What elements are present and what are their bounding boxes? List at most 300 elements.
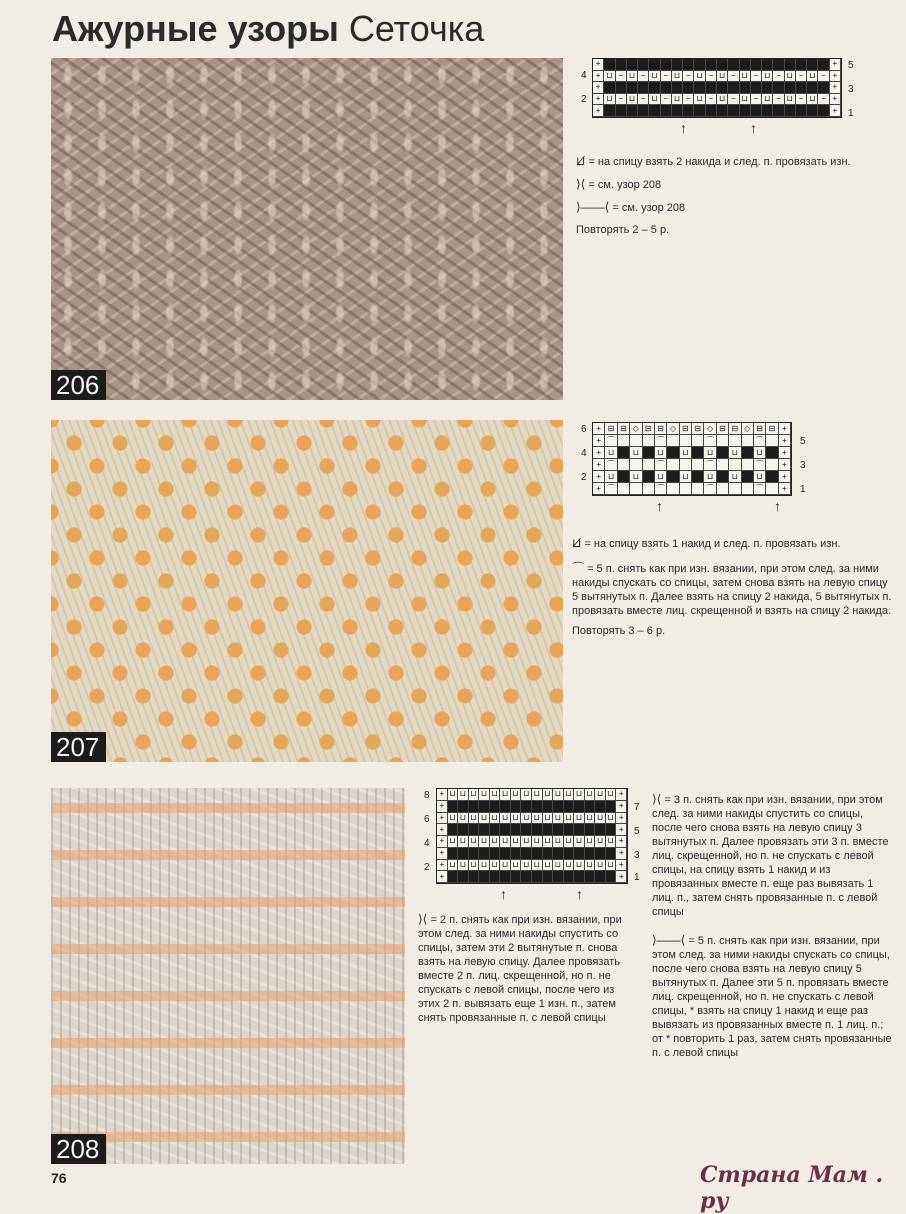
chart-cell <box>661 105 672 117</box>
arc-5-stitch-icon: ⌒ <box>572 561 585 575</box>
chart-cell <box>766 459 778 471</box>
chart-cell <box>479 801 490 813</box>
chart-cell <box>818 105 829 117</box>
chart-cell: ◇ <box>667 423 679 435</box>
chart-cell <box>553 848 564 860</box>
chart-cell: ⊔ <box>606 813 617 825</box>
chart-cell <box>762 59 773 71</box>
chart-cell: ⊔ <box>448 860 459 872</box>
chart-cell <box>630 483 642 495</box>
repeat-arrow: ↑ <box>576 886 583 902</box>
chart-cell: ⊔ <box>479 860 490 872</box>
chart-cell: − <box>683 94 694 106</box>
chart-cell <box>683 59 694 71</box>
chart-cell: ⊟ <box>618 423 630 435</box>
row-label: 5 <box>800 436 806 447</box>
chart-cell: + <box>593 59 604 71</box>
chart-cell: ⊔ <box>553 789 564 801</box>
legend-text: = 5 п. снять как при изн. вязании, при этом след. за ними накиды спускать со спицы, после чего снова взять на левую спицу 5 вытянутых п. Далее эти 5 п. провязать вместе лиц. скрещенной, но п. не спускать с левой спицы, * взять на спицу 1 накид и еще раз вывязать из провязанных вместе п. 1 лиц. п.; от * повторить 1 раз, затем снять провязанные п. с левой спицы <box>652 935 892 1059</box>
chart-cell <box>742 435 754 447</box>
chart-cell <box>729 459 741 471</box>
chart-cell: ⌒ <box>754 459 766 471</box>
chart-cell <box>773 105 784 117</box>
chart-cell: ⊔ <box>762 94 773 106</box>
row-label: 2 <box>581 472 587 483</box>
chart-cell: ⊔ <box>574 813 585 825</box>
repeat-arrow: ↑ <box>750 120 757 136</box>
legend-item <box>576 154 886 169</box>
repeat-note: Повторять 2 – 5 р. <box>576 224 670 236</box>
chart-cell: ⊔ <box>490 836 501 848</box>
chart-cell: ⊔ <box>469 789 480 801</box>
chart-cell: ⊔ <box>627 71 638 83</box>
chart-cell <box>661 82 672 94</box>
chart-cell <box>511 801 522 813</box>
chart-cell <box>766 447 778 459</box>
chart-cell: ⊔ <box>521 836 532 848</box>
chart-cell <box>532 848 543 860</box>
chart-cell <box>638 82 649 94</box>
row-label: 5 <box>848 60 854 71</box>
chart-cell: ⊔ <box>604 94 615 106</box>
chart-cell <box>618 447 630 459</box>
legend-item <box>576 200 886 215</box>
chart-cell <box>717 459 729 471</box>
chart-207 <box>578 422 818 522</box>
row-label: 8 <box>424 790 430 801</box>
chart-cell <box>543 824 554 836</box>
yarn-over-purl-icon: ⊔̸ <box>572 536 582 550</box>
chart-cell: ⌒ <box>704 435 716 447</box>
chart-cell: ⊔ <box>606 836 617 848</box>
chart-cell <box>490 871 501 883</box>
chart-cell: ⊔ <box>694 94 705 106</box>
chart-cell: + <box>830 94 841 106</box>
chart-cell <box>574 848 585 860</box>
chart-cell: + <box>616 860 627 872</box>
chart-cell <box>692 459 704 471</box>
chart-cell <box>728 82 739 94</box>
chart-cell: ⊔ <box>532 860 543 872</box>
legend-text: = см. узор 208 <box>588 179 662 191</box>
chart-cell: − <box>818 71 829 83</box>
chart-cell: + <box>437 824 448 836</box>
chart-cell <box>458 824 469 836</box>
legend-text: = 5 п. снять как при изн. вязании, при этом след. за ними накиды спускать со спицы, затем снова взять на левую спицу 5 вытянутых п. Далее взять на спицу 2 накида, 5 вытянутых п. провязать вместе лиц. скрещенной и взять на спицу 2 накида. <box>572 563 892 617</box>
chart-cell <box>692 435 704 447</box>
row-label: 3 <box>634 850 640 861</box>
chart-cell: ⊟ <box>643 423 655 435</box>
chart-cell: + <box>830 105 841 117</box>
chart-cell: ⊔ <box>785 71 796 83</box>
chart-cell <box>543 848 554 860</box>
chart-cell <box>751 105 762 117</box>
chart-cell: ⊟ <box>692 423 704 435</box>
chart-grid-206 <box>592 58 842 118</box>
chart-cell: ⊔ <box>543 836 554 848</box>
chart-cell: ⊔ <box>553 860 564 872</box>
chart-cell <box>717 483 729 495</box>
chart-cell: − <box>818 94 829 106</box>
chart-grid-208 <box>436 788 628 884</box>
chart-206 <box>578 58 858 148</box>
chart-cell <box>532 871 543 883</box>
chart-cell: − <box>796 71 807 83</box>
chart-cell: ⊔ <box>490 813 501 825</box>
title-bold: Ажурные узоры <box>52 8 339 49</box>
chart-cell <box>564 871 575 883</box>
chart-cell <box>667 459 679 471</box>
chart-cell <box>694 82 705 94</box>
chart-cell: + <box>593 435 605 447</box>
chart-cell: ⊔ <box>469 860 480 872</box>
chart-cell: ⊔ <box>595 789 606 801</box>
chart-cell <box>740 105 751 117</box>
chart-cell: ⊔ <box>469 813 480 825</box>
chart-cell <box>458 848 469 860</box>
chart-cell <box>606 871 617 883</box>
legend-item <box>652 792 894 919</box>
chart-cell <box>740 82 751 94</box>
repeat-arrow: ↑ <box>680 120 687 136</box>
chart-cell <box>469 871 480 883</box>
chart-cell <box>604 59 615 71</box>
chart-cell <box>490 848 501 860</box>
repeat-arrow: ↑ <box>500 886 507 902</box>
legend-206 <box>576 154 886 237</box>
page-number: 76 <box>51 1170 67 1186</box>
chart-cell <box>448 824 459 836</box>
chart-cell: ⌒ <box>605 483 617 495</box>
chart-cell: + <box>779 447 791 459</box>
legend-item <box>418 912 622 1025</box>
legend-207 <box>572 536 892 638</box>
chart-cell: ⌒ <box>605 459 617 471</box>
chart-cell <box>521 801 532 813</box>
chart-cell <box>448 871 459 883</box>
chart-cell: ⊔ <box>511 813 522 825</box>
chart-cell: + <box>616 848 627 860</box>
chart-cell <box>500 824 511 836</box>
chart-cell: ⌒ <box>704 483 716 495</box>
chart-cell <box>618 483 630 495</box>
legend-item <box>652 933 894 1060</box>
chart-cell: ⌒ <box>754 483 766 495</box>
chart-cell <box>532 801 543 813</box>
legend-text: = см. узор 208 <box>612 202 686 214</box>
row-label: 4 <box>581 70 587 81</box>
chart-cell <box>667 435 679 447</box>
chart-cell: ⊔ <box>564 860 575 872</box>
chart-cell: ◇ <box>742 423 754 435</box>
chart-cell <box>574 871 585 883</box>
cross-2-stitch-icon: ⟩⟨ <box>576 177 586 191</box>
chart-cell: + <box>593 471 605 483</box>
repeat-note: Повторять 3 – 6 р. <box>572 625 666 637</box>
chart-cell <box>543 801 554 813</box>
chart-cell <box>717 105 728 117</box>
chart-cell <box>785 105 796 117</box>
chart-cell: ⊔ <box>564 836 575 848</box>
chart-cell <box>574 801 585 813</box>
chart-cell <box>604 105 615 117</box>
chart-cell <box>618 435 630 447</box>
chart-cell <box>585 848 596 860</box>
chart-cell <box>469 801 480 813</box>
chart-cell <box>616 82 627 94</box>
chart-cell <box>740 59 751 71</box>
chart-cell <box>606 801 617 813</box>
title-regular: Сеточка <box>348 8 485 49</box>
chart-cell <box>630 459 642 471</box>
chart-cell <box>667 447 679 459</box>
chart-cell <box>742 471 754 483</box>
chart-cell: ⊔ <box>606 789 617 801</box>
chart-cell: ⊔ <box>694 71 705 83</box>
chart-cell <box>500 848 511 860</box>
chart-cell <box>643 447 655 459</box>
chart-cell <box>511 824 522 836</box>
chart-cell: ⊔ <box>479 789 490 801</box>
row-label: 2 <box>424 862 430 873</box>
chart-cell: ⊔ <box>564 789 575 801</box>
chart-cell <box>694 59 705 71</box>
chart-cell <box>574 824 585 836</box>
chart-cell <box>680 459 692 471</box>
chart-cell <box>479 824 490 836</box>
chart-cell: ⊔ <box>479 836 490 848</box>
chart-cell: + <box>779 423 791 435</box>
chart-cell <box>630 435 642 447</box>
chart-cell <box>532 824 543 836</box>
chart-cell: ⊔ <box>500 813 511 825</box>
row-label: 4 <box>424 838 430 849</box>
chart-cell: ◇ <box>630 423 642 435</box>
chart-cell: ⊔ <box>543 813 554 825</box>
chart-cell: ⊔ <box>717 71 728 83</box>
chart-cell: ⊔ <box>574 836 585 848</box>
legend-item <box>576 177 886 192</box>
chart-cell: ⊔ <box>448 789 459 801</box>
chart-cell <box>742 447 754 459</box>
chart-cell <box>564 848 575 860</box>
chart-cell: ⊔ <box>490 789 501 801</box>
chart-cell: − <box>796 94 807 106</box>
chart-cell <box>742 459 754 471</box>
chart-cell: ⊔ <box>458 789 469 801</box>
chart-cell: + <box>593 447 605 459</box>
chart-cell: + <box>437 836 448 848</box>
chart-cell: + <box>779 471 791 483</box>
cross-5-stitch-icon: ⟩——⟨ <box>576 200 610 214</box>
chart-cell: − <box>728 71 739 83</box>
chart-cell <box>585 824 596 836</box>
chart-cell <box>627 105 638 117</box>
repeat-arrow: ↑ <box>656 498 663 514</box>
row-label: 1 <box>634 872 640 883</box>
chart-cell: − <box>751 94 762 106</box>
chart-cell: ⊔ <box>469 836 480 848</box>
chart-cell <box>458 801 469 813</box>
chart-cell: + <box>616 836 627 848</box>
chart-cell <box>692 447 704 459</box>
chart-cell: + <box>437 801 448 813</box>
chart-cell: ⊔ <box>521 860 532 872</box>
chart-cell: ⊔ <box>585 789 596 801</box>
chart-cell: + <box>616 871 627 883</box>
chart-cell <box>692 471 704 483</box>
chart-cell <box>692 483 704 495</box>
chart-cell: − <box>661 71 672 83</box>
chart-cell: ⊔ <box>500 836 511 848</box>
chart-cell <box>672 82 683 94</box>
chart-cell <box>796 59 807 71</box>
chart-cell: ⌒ <box>605 435 617 447</box>
chart-cell <box>773 59 784 71</box>
chart-cell <box>807 59 818 71</box>
chart-cell: + <box>616 813 627 825</box>
chart-cell: ⊔ <box>729 447 741 459</box>
chart-cell: ⊔ <box>511 789 522 801</box>
yarn-over-purl-icon: ⊔̸ <box>576 154 586 168</box>
chart-cell: ⊔ <box>605 471 617 483</box>
watermark-logo: Страна Мам . ру <box>700 1162 884 1214</box>
chart-cell: ⊟ <box>766 423 778 435</box>
chart-cell <box>553 824 564 836</box>
chart-cell: + <box>437 871 448 883</box>
chart-cell: ⊔ <box>627 94 638 106</box>
chart-cell: ⊔ <box>595 836 606 848</box>
chart-cell: − <box>706 94 717 106</box>
chart-cell <box>553 801 564 813</box>
chart-cell <box>762 105 773 117</box>
row-label: 1 <box>848 108 854 119</box>
chart-cell <box>649 59 660 71</box>
chart-cell <box>638 59 649 71</box>
repeat-arrow: ↑ <box>774 498 781 514</box>
chart-cell: ⊔ <box>754 447 766 459</box>
chart-cell: − <box>751 71 762 83</box>
chart-cell: ⊔ <box>807 94 818 106</box>
chart-cell <box>469 848 480 860</box>
chart-cell: ⊔ <box>585 836 596 848</box>
chart-cell: ⊟ <box>729 423 741 435</box>
chart-cell: ⊔ <box>740 94 751 106</box>
chart-cell: ⊔ <box>479 813 490 825</box>
chart-cell: + <box>437 813 448 825</box>
chart-cell: ⊔ <box>458 860 469 872</box>
chart-cell: ⊔ <box>704 471 716 483</box>
chart-cell: − <box>638 71 649 83</box>
chart-cell: + <box>616 801 627 813</box>
chart-cell <box>543 871 554 883</box>
chart-cell <box>521 871 532 883</box>
chart-cell: ⊔ <box>574 789 585 801</box>
chart-cell <box>643 459 655 471</box>
chart-cell: + <box>437 848 448 860</box>
chart-cell: ⊔ <box>740 71 751 83</box>
swatch-photo-206 <box>51 58 563 400</box>
chart-cell: − <box>728 94 739 106</box>
chart-cell: + <box>593 71 604 83</box>
chart-cell: ⊟ <box>754 423 766 435</box>
chart-cell: ⊔ <box>500 789 511 801</box>
chart-cell <box>448 801 459 813</box>
chart-cell <box>717 82 728 94</box>
chart-cell: ◇ <box>704 423 716 435</box>
chart-cell: ⊔ <box>585 860 596 872</box>
chart-cell: ⊔ <box>553 836 564 848</box>
chart-cell <box>616 105 627 117</box>
chart-cell <box>511 871 522 883</box>
chart-cell <box>661 59 672 71</box>
chart-cell <box>595 801 606 813</box>
chart-cell: ⊔ <box>717 94 728 106</box>
chart-cell <box>717 435 729 447</box>
legend-item <box>572 561 892 618</box>
chart-cell <box>564 801 575 813</box>
row-label: 6 <box>424 814 430 825</box>
chart-cell: + <box>779 459 791 471</box>
chart-cell: + <box>616 824 627 836</box>
chart-cell <box>706 105 717 117</box>
chart-cell: ⊔ <box>532 836 543 848</box>
chart-cell: ⊔ <box>595 813 606 825</box>
chart-cell: ⊟ <box>680 423 692 435</box>
swatch-photo-208 <box>51 788 405 1164</box>
chart-cell <box>643 471 655 483</box>
chart-cell: ⊔ <box>754 471 766 483</box>
chart-cell: + <box>830 71 841 83</box>
chart-cell: ⌒ <box>704 459 716 471</box>
chart-grid-207 <box>592 422 792 496</box>
chart-cell <box>500 801 511 813</box>
chart-cell: ⊔ <box>680 447 692 459</box>
chart-cell: ⊔ <box>762 71 773 83</box>
chart-cell <box>618 459 630 471</box>
chart-cell <box>766 483 778 495</box>
chart-cell <box>683 82 694 94</box>
chart-cell: ⊔ <box>785 94 796 106</box>
legend-text: = 3 п. снять как при изн. вязании, при этом след. за ними накиды спустить со спицы, после чего снова взять на левую спицу 3 вытянутых п. Далее провязать эти 3 п. вместе лиц. скрещенной, но п. не спускать с левой спицы, на спицу взять 1 накид и из провязанных вместе п. еще раз вывязать 1 лиц. п., затем снять провязанные п. с левой спицы <box>652 794 889 918</box>
cross-5-stitch-icon: ⟩——⟨ <box>652 933 686 947</box>
chart-cell: − <box>773 94 784 106</box>
chart-cell: ⊔ <box>655 471 667 483</box>
chart-cell: ⊔ <box>585 813 596 825</box>
chart-cell: + <box>779 483 791 495</box>
chart-cell <box>667 483 679 495</box>
row-label: 2 <box>581 94 587 105</box>
chart-cell <box>762 82 773 94</box>
legend-text: = на спицу взять 2 накида и след. п. провязать изн. <box>588 156 851 168</box>
row-label: 1 <box>800 484 806 495</box>
swatch-photo-207 <box>51 420 563 762</box>
chart-cell: ⊟ <box>605 423 617 435</box>
chart-cell: ⊔ <box>807 71 818 83</box>
cross-3-stitch-icon: ⟩⟨ <box>652 792 662 806</box>
chart-cell: − <box>638 94 649 106</box>
chart-cell: ⊔ <box>672 94 683 106</box>
chart-cell <box>728 59 739 71</box>
chart-cell: ⊔ <box>543 789 554 801</box>
chart-cell: ⊔ <box>672 71 683 83</box>
chart-cell <box>717 59 728 71</box>
chart-cell: ⊔ <box>564 813 575 825</box>
chart-cell: ⊔ <box>458 813 469 825</box>
chart-cell: ⊔ <box>543 860 554 872</box>
chart-cell <box>606 824 617 836</box>
chart-cell: ⊔ <box>649 71 660 83</box>
